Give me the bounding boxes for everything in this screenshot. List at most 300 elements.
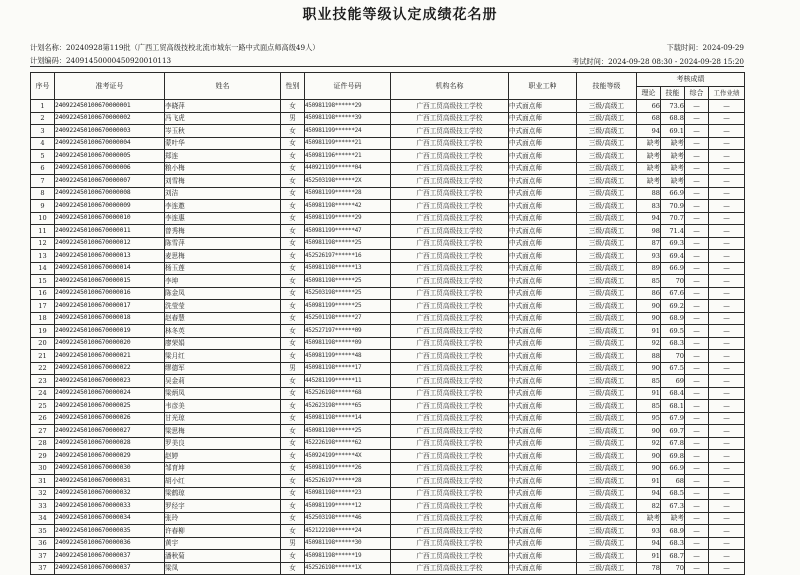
cell-composite: — [685, 162, 709, 175]
cell-cert: 452623198******65 [305, 400, 391, 413]
cell-theory: 89 [637, 262, 661, 275]
table-row [31, 250, 745, 263]
table-row [31, 175, 745, 188]
cell-composite: — [685, 337, 709, 350]
cell-level: 三级/高级工 [577, 137, 637, 150]
col-gender: 性别 [281, 73, 305, 100]
cell-theory: 91 [637, 387, 661, 400]
cell-name: 麦思梅 [165, 250, 281, 263]
cell-ticket: 240922450100670000034 [55, 512, 165, 525]
table-row [31, 275, 745, 288]
cell-seq: 12 [31, 237, 55, 250]
cell-gender: 女 [281, 262, 305, 275]
cell-gender: 女 [281, 550, 305, 563]
cell-cert: 450981199******48 [305, 350, 391, 363]
cell-skill: 66.9 [661, 187, 685, 200]
cell-name: 陈雪萍 [165, 237, 281, 250]
cell-gender: 女 [281, 312, 305, 325]
plan-code: 计划编码：24091450000450920010113 [30, 56, 172, 65]
cell-seq: 28 [31, 437, 55, 450]
cell-org: 广西工贸高级技工学校 [391, 150, 509, 163]
cell-work: — [709, 362, 745, 375]
cell-level: 三级/高级工 [577, 425, 637, 438]
cell-ticket: 240922450100670000037 [55, 550, 165, 563]
cell-gender: 女 [281, 337, 305, 350]
cell-ticket: 240922450100670000014 [55, 262, 165, 275]
cell-theory: 缺考 [637, 137, 661, 150]
cell-ticket: 240922450100670000017 [55, 300, 165, 313]
cell-skill: 缺考 [661, 175, 685, 188]
cell-cert: 450981198******13 [305, 262, 391, 275]
table-row [31, 325, 745, 338]
cell-name: 罗经宇 [165, 500, 281, 513]
cell-ticket: 240922450100670000002 [55, 112, 165, 125]
cell-ticket: 240922450100670000026 [55, 412, 165, 425]
cell-theory: 94 [637, 125, 661, 138]
cell-cert: 450981198******30 [305, 537, 391, 550]
cell-name: 洗莹莹 [165, 300, 281, 313]
cell-org: 广西工贸高级技工学校 [391, 400, 509, 413]
cell-seq: 15 [31, 275, 55, 288]
cell-job: 中式面点师 [509, 312, 577, 325]
cell-ticket: 240922450100670000016 [55, 287, 165, 300]
table-row [31, 100, 745, 113]
cell-theory: 91 [637, 550, 661, 563]
cell-job: 中式面点师 [509, 175, 577, 188]
table-row [31, 412, 745, 425]
cell-gender: 男 [281, 112, 305, 125]
cell-seq: 6 [31, 162, 55, 175]
cell-org: 广西工贸高级技工学校 [391, 237, 509, 250]
cell-theory: 82 [637, 500, 661, 513]
cell-job: 中式面点师 [509, 400, 577, 413]
cell-level: 三级/高级工 [577, 550, 637, 563]
cell-skill: 缺考 [661, 512, 685, 525]
cell-org: 广西工贸高级技工学校 [391, 362, 509, 375]
cell-job: 中式面点师 [509, 362, 577, 375]
cell-cert: 452526198******1X [305, 562, 391, 575]
cell-name: 李坤 [165, 275, 281, 288]
cell-ticket: 240922450100670000010 [55, 212, 165, 225]
cell-skill: 70 [661, 275, 685, 288]
cell-theory: 66 [637, 100, 661, 113]
cell-level: 三级/高级工 [577, 150, 637, 163]
cell-seq: 27 [31, 425, 55, 438]
cell-skill: 69.3 [661, 237, 685, 250]
cell-name: 杨玉莲 [165, 262, 281, 275]
cell-work: — [709, 325, 745, 338]
cell-skill: 70.7 [661, 212, 685, 225]
cell-org: 广西工贸高级技工学校 [391, 162, 509, 175]
cell-org: 广西工贸高级技工学校 [391, 525, 509, 538]
cell-level: 三级/高级工 [577, 325, 637, 338]
table-row [31, 300, 745, 313]
cell-level: 三级/高级工 [577, 312, 637, 325]
cell-seq: 35 [31, 525, 55, 538]
cell-work: — [709, 512, 745, 525]
cell-gender: 女 [281, 162, 305, 175]
cell-theory: 83 [637, 200, 661, 213]
cell-skill: 66.9 [661, 262, 685, 275]
cell-job: 中式面点师 [509, 112, 577, 125]
cell-org: 广西工贸高级技工学校 [391, 337, 509, 350]
col-theory: 理论 [637, 87, 661, 100]
cell-skill: 68.3 [661, 337, 685, 350]
cell-seq: 8 [31, 187, 55, 200]
cell-skill: 68.9 [661, 312, 685, 325]
cell-org: 广西工贸高级技工学校 [391, 537, 509, 550]
cell-name: 缪德军 [165, 362, 281, 375]
cell-level: 三级/高级工 [577, 300, 637, 313]
cell-cert: 450981198******09 [305, 337, 391, 350]
table-row [31, 350, 745, 363]
cell-level: 三级/高级工 [577, 437, 637, 450]
cell-skill: 69.1 [661, 125, 685, 138]
cell-seq: 5 [31, 150, 55, 163]
cell-seq: 18 [31, 312, 55, 325]
cell-seq: 7 [31, 175, 55, 188]
cell-ticket: 240922450100670000029 [55, 450, 165, 463]
cell-ticket: 240922450100670000005 [55, 150, 165, 163]
cell-level: 三级/高级工 [577, 237, 637, 250]
cell-composite: — [685, 525, 709, 538]
cell-cert: 450981199******25 [305, 300, 391, 313]
cell-name: 甘光琼 [165, 412, 281, 425]
cell-cert: 452503198******2X [305, 175, 391, 188]
table-row [31, 225, 745, 238]
cell-gender: 女 [281, 225, 305, 238]
cell-gender: 男 [281, 537, 305, 550]
cell-work: — [709, 337, 745, 350]
cell-cert: 452226198******62 [305, 437, 391, 450]
cell-work: — [709, 525, 745, 538]
cell-gender: 女 [281, 412, 305, 425]
cell-composite: — [685, 362, 709, 375]
cell-org: 广西工贸高级技工学校 [391, 562, 509, 575]
cell-seq: 37 [31, 562, 55, 575]
cell-name: 胡小红 [165, 475, 281, 488]
table-row [31, 150, 745, 163]
cell-job: 中式面点师 [509, 262, 577, 275]
cell-composite: — [685, 212, 709, 225]
table-row [31, 387, 745, 400]
cell-ticket: 240922450100670000011 [55, 225, 165, 238]
page-title: 职业技能等级认定成绩花名册 [302, 7, 498, 23]
cell-job: 中式面点师 [509, 337, 577, 350]
cell-skill: 缺考 [661, 137, 685, 150]
cell-cert: 450981199******12 [305, 500, 391, 513]
cell-seq: 19 [31, 325, 55, 338]
cell-work: — [709, 462, 745, 475]
cell-gender: 女 [281, 562, 305, 575]
cell-work: — [709, 537, 745, 550]
cell-org: 广西工贸高级技工学校 [391, 312, 509, 325]
col-level: 技能等级 [577, 73, 637, 100]
cell-work: — [709, 262, 745, 275]
cell-work: — [709, 387, 745, 400]
cell-seq: 23 [31, 375, 55, 388]
cell-cert: 450924199******4X [305, 450, 391, 463]
cell-seq: 14 [31, 262, 55, 275]
cell-skill: 70 [661, 562, 685, 575]
cell-name: 吴金莉 [165, 375, 281, 388]
cell-name: 梁思梅 [165, 425, 281, 438]
cell-skill: 68.9 [661, 525, 685, 538]
cell-level: 三级/高级工 [577, 225, 637, 238]
cell-job: 中式面点师 [509, 325, 577, 338]
cell-job: 中式面点师 [509, 375, 577, 388]
cell-gender: 女 [281, 462, 305, 475]
cell-job: 中式面点师 [509, 350, 577, 363]
cell-cert: 450981198******25 [305, 425, 391, 438]
cell-composite: — [685, 487, 709, 500]
cell-theory: 90 [637, 450, 661, 463]
cell-work: — [709, 475, 745, 488]
cell-work: — [709, 212, 745, 225]
cell-theory: 91 [637, 475, 661, 488]
cell-level: 三级/高级工 [577, 450, 637, 463]
col-job: 职业工种 [509, 73, 577, 100]
cell-level: 三级/高级工 [577, 375, 637, 388]
cell-skill: 68 [661, 475, 685, 488]
col-scores: 考核成绩 [637, 73, 745, 87]
table-row [31, 137, 745, 150]
cell-seq: 25 [31, 400, 55, 413]
cell-name: 刘洁 [165, 187, 281, 200]
cell-seq: 13 [31, 250, 55, 263]
cell-gender: 女 [281, 425, 305, 438]
cell-ticket: 240922450100670000015 [55, 275, 165, 288]
cell-job: 中式面点师 [509, 450, 577, 463]
col-org: 机构名称 [391, 73, 509, 100]
cell-name: 梁炳凤 [165, 387, 281, 400]
cell-org: 广西工贸高级技工学校 [391, 487, 509, 500]
cell-level: 三级/高级工 [577, 212, 637, 225]
table-row [31, 237, 745, 250]
cell-ticket: 240922450100670000024 [55, 387, 165, 400]
table-row [31, 450, 745, 463]
cell-org: 广西工贸高级技工学校 [391, 500, 509, 513]
table-row [31, 112, 745, 125]
cell-gender: 女 [281, 275, 305, 288]
cell-cert: 450981199******24 [305, 125, 391, 138]
cell-work: — [709, 312, 745, 325]
cell-job: 中式面点师 [509, 487, 577, 500]
cell-name: 李连邀 [165, 200, 281, 213]
cell-composite: — [685, 550, 709, 563]
cell-ticket: 240922450100670000009 [55, 200, 165, 213]
cell-composite: — [685, 325, 709, 338]
cell-composite: — [685, 137, 709, 150]
cell-cert: 450981198******29 [305, 100, 391, 113]
cell-skill: 69.7 [661, 425, 685, 438]
cell-work: — [709, 125, 745, 138]
cell-theory: 91 [637, 325, 661, 338]
table-row [31, 187, 745, 200]
cell-work: — [709, 350, 745, 363]
cell-ticket: 240922450100670000018 [55, 312, 165, 325]
cell-seq: 20 [31, 337, 55, 350]
cell-skill: 68.1 [661, 400, 685, 413]
cell-theory: 98 [637, 225, 661, 238]
cell-skill: 69.4 [661, 250, 685, 263]
cell-composite: — [685, 225, 709, 238]
col-composite: 综合 [685, 87, 709, 100]
cell-cert: 450981198******17 [305, 362, 391, 375]
cell-org: 广西工贸高级技工学校 [391, 325, 509, 338]
cell-composite: — [685, 500, 709, 513]
cell-job: 中式面点师 [509, 425, 577, 438]
cell-seq: 33 [31, 500, 55, 513]
cell-composite: — [685, 562, 709, 575]
cell-theory: 68 [637, 112, 661, 125]
exam-time: 考试时间：2024-09-28 08:30 - 2024-09-28 15:20 [572, 57, 744, 66]
cell-ticket: 240922450100670000022 [55, 362, 165, 375]
cell-level: 三级/高级工 [577, 200, 637, 213]
cell-ticket: 240922450100670000023 [55, 375, 165, 388]
cell-ticket: 240922450100670000032 [55, 487, 165, 500]
cell-composite: — [685, 312, 709, 325]
table-row [31, 525, 745, 538]
cell-name: 粮小梅 [165, 162, 281, 175]
cell-skill: 67.6 [661, 287, 685, 300]
cell-theory: 94 [637, 487, 661, 500]
cell-theory: 85 [637, 400, 661, 413]
cell-seq: 24 [31, 387, 55, 400]
cell-ticket: 240922450100670000037 [55, 562, 165, 575]
cell-level: 三级/高级工 [577, 100, 637, 113]
cell-level: 三级/高级工 [577, 525, 637, 538]
plan-name: 计划名称：20240928第119批（广西工贸高级技校北流市城东一路中式面点师高级49人） [30, 43, 320, 52]
cell-cert: 450981198******39 [305, 112, 391, 125]
cell-gender: 女 [281, 375, 305, 388]
cell-org: 广西工贸高级技工学校 [391, 437, 509, 450]
cell-level: 三级/高级工 [577, 487, 637, 500]
cell-cert: 452503198******46 [305, 512, 391, 525]
cell-seq: 29 [31, 450, 55, 463]
cell-skill: 69.5 [661, 325, 685, 338]
cell-composite: — [685, 425, 709, 438]
score-roster-table [30, 72, 745, 575]
table-row [31, 562, 745, 575]
cell-job: 中式面点师 [509, 550, 577, 563]
table-row [31, 162, 745, 175]
cell-cert: 450981199******29 [305, 212, 391, 225]
cell-org: 广西工贸高级技工学校 [391, 475, 509, 488]
cell-gender: 女 [281, 512, 305, 525]
table-row [31, 375, 745, 388]
cell-name: 赵春慧 [165, 312, 281, 325]
cell-ticket: 240922450100670000020 [55, 337, 165, 350]
cell-org: 广西工贸高级技工学校 [391, 250, 509, 263]
cell-gender: 女 [281, 300, 305, 313]
cell-job: 中式面点师 [509, 512, 577, 525]
cell-cert: 452526198******68 [305, 387, 391, 400]
cell-level: 三级/高级工 [577, 400, 637, 413]
cell-seq: 16 [31, 287, 55, 300]
cell-composite: — [685, 150, 709, 163]
cell-job: 中式面点师 [509, 462, 577, 475]
cell-ticket: 240922450100670000025 [55, 400, 165, 413]
cell-cert: 452501198******27 [305, 312, 391, 325]
cell-name: 梁凤 [165, 562, 281, 575]
cell-gender: 女 [281, 500, 305, 513]
cell-composite: — [685, 287, 709, 300]
cell-theory: 94 [637, 212, 661, 225]
cell-org: 广西工贸高级技工学校 [391, 287, 509, 300]
cell-seq: 17 [31, 300, 55, 313]
cell-work: — [709, 450, 745, 463]
cell-gender: 女 [281, 100, 305, 113]
col-seq: 序号 [31, 73, 55, 100]
cell-cert: 450981199******47 [305, 225, 391, 238]
cell-composite: — [685, 537, 709, 550]
cell-org: 广西工贸高级技工学校 [391, 375, 509, 388]
cell-org: 广西工贸高级技工学校 [391, 175, 509, 188]
cell-level: 三级/高级工 [577, 362, 637, 375]
cell-work: — [709, 112, 745, 125]
col-work: 工作业绩 [709, 87, 745, 100]
cell-name: 罗美良 [165, 437, 281, 450]
cell-name: 陈金凤 [165, 287, 281, 300]
cell-gender: 女 [281, 400, 305, 413]
cell-cert: 452526197******16 [305, 250, 391, 263]
cell-theory: 92 [637, 437, 661, 450]
cell-cert: 452526197******28 [305, 475, 391, 488]
cell-name: 曾秀梅 [165, 225, 281, 238]
cell-skill: 70.9 [661, 200, 685, 213]
cell-job: 中式面点师 [509, 287, 577, 300]
cell-ticket: 240922450100670000030 [55, 462, 165, 475]
cell-gender: 女 [281, 200, 305, 213]
cell-theory: 90 [637, 312, 661, 325]
col-cert: 证件号码 [305, 73, 391, 100]
cell-skill: 69.8 [661, 450, 685, 463]
cell-composite: — [685, 125, 709, 138]
table-row [31, 500, 745, 513]
cell-job: 中式面点师 [509, 150, 577, 163]
cell-gender: 女 [281, 487, 305, 500]
cell-composite: — [685, 475, 709, 488]
cell-theory: 缺考 [637, 150, 661, 163]
cell-work: — [709, 162, 745, 175]
cell-composite: — [685, 300, 709, 313]
cell-ticket: 240922450100670000021 [55, 350, 165, 363]
cell-composite: — [685, 412, 709, 425]
cell-work: — [709, 500, 745, 513]
cell-work: — [709, 562, 745, 575]
cell-theory: 86 [637, 287, 661, 300]
cell-skill: 66.9 [661, 462, 685, 475]
cell-job: 中式面点师 [509, 562, 577, 575]
cell-seq: 21 [31, 350, 55, 363]
table-row [31, 475, 745, 488]
cell-job: 中式面点师 [509, 100, 577, 113]
cell-job: 中式面点师 [509, 437, 577, 450]
cell-ticket: 240922450100670000007 [55, 175, 165, 188]
cell-gender: 女 [281, 325, 305, 338]
cell-name: 张玲 [165, 512, 281, 525]
cell-seq: 31 [31, 475, 55, 488]
cell-name: 邹育坤 [165, 462, 281, 475]
cell-seq: 30 [31, 462, 55, 475]
cell-composite: — [685, 237, 709, 250]
cell-job: 中式面点师 [509, 250, 577, 263]
cell-level: 三级/高级工 [577, 187, 637, 200]
cell-level: 三级/高级工 [577, 537, 637, 550]
cell-composite: — [685, 275, 709, 288]
cell-org: 广西工贸高级技工学校 [391, 300, 509, 313]
